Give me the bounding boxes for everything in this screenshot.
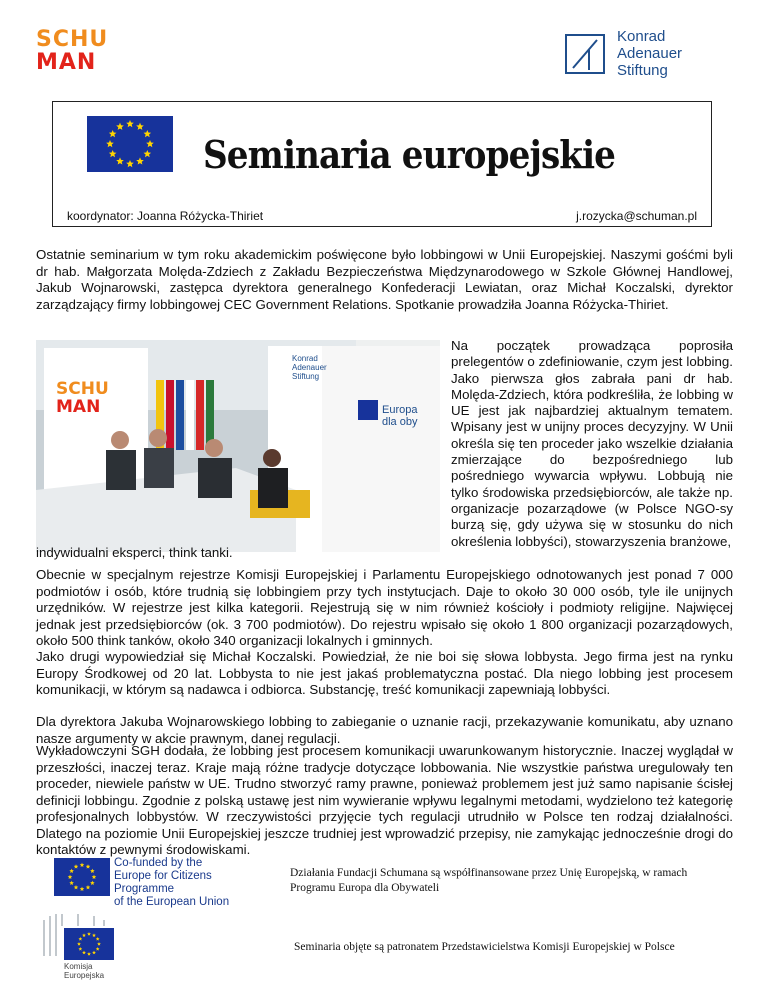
ec-text: [64, 962, 104, 980]
photo-kas-line1: Konrad: [292, 354, 318, 363]
photo-kas-line3: Stiftung: [292, 372, 320, 381]
coordinator-email: j.rozycka@schuman.pl: [576, 209, 697, 223]
kas-logo: [565, 28, 735, 80]
coordinator-label: koordynator: Joanna Różycka-Thiriet: [67, 209, 264, 223]
paragraph-register: Obecnie w specjalnym rejestrze Komisji Europejskiej i Parlamentu Europejskiego odnotowanych jest ponad 7 000 podmiotów i osób, które trudnią się lobbingiem przy tych instytucjach. Daje to około 30 000 osób, tyle ile unijnych urzędników. W rejestrze jest kilka kategorii. Rejestrują się w nim również kościoły i podmioty religijne. Najwięcej jednak jest przedsiębiorców (ok. 3 700 podmiotów). Do rejestru wpisało się około 1 800 organizacji pozarządowych, około 500 think tanków, około 340 organizacji lokalnych i gminnych.: [36, 567, 733, 648]
photo-europa-line1: Europa: [382, 404, 418, 416]
kas-line3: Stiftung: [617, 62, 668, 79]
paragraph-koczalski: Jako drugi wypowiedział się Michał Koczalski. Powiedział, że nie boi się słowa lobbysta. Jego firma jest na rynku Europy Środkowej od 20 lat. Lobbysta to nie jest jakaś problematyczna postać. Dla niego lobbing jest procesem komunikacji, w którym są nadawca i odbiorca. Substancję, treść komunikacji zapewniają lobbyści.: [36, 649, 733, 697]
kas-name: [617, 28, 682, 79]
kas-mark-icon: [565, 34, 605, 74]
patronage-note: Seminaria objęte są patronatem Przedstawicielstwa Komisji Europejskiej w Polsce: [294, 941, 675, 953]
photo-schuman-line1: SCHU: [56, 379, 109, 399]
side-paragraph: Na początek prowadząca poprosiła prelegentów o zdefiniowanie, czym jest lobbing. Jako pierwsza głos zabrała pani dr hab. Molęda-Zdziech, która podkreśliła, że lobbing w UE jest jak najbardziej aktualnym tematem. Wpisany jest w unijny proces decyzyjny. W Unii określa się ten proceder jako wszelkie działania zmierzające do bezpośredniego lub pośredniego wywarcia wpływu. Lobbują nie tylko środowiska przedsiębiorców, ale także np. organizacje pozarządowe (w Polsce NGO-sy burzą się, gdy używa się w stosunku do nich określenia lobbyści), stowarzyszenia branżowe,: [451, 338, 733, 549]
photo-europa-line2: dla oby: [382, 416, 418, 428]
ec-line1: Komisja: [64, 962, 93, 971]
eu-flag-icon: [54, 858, 110, 896]
photo-kas-line2: Adenauer: [292, 363, 327, 372]
cofund-line1: Co-funded by the: [114, 857, 203, 869]
european-commission-logo: [38, 912, 114, 984]
schuman-logo-line2: MAN: [36, 50, 97, 75]
schuman-logo-line1: SCHU: [36, 27, 109, 52]
seminar-photo: [36, 340, 440, 552]
cofund-line3: of the European Union: [114, 896, 230, 908]
funding-note-text: Działania Fundacji Schumana są współfinansowane przez Unię Europejską, w ramach Programu Europa dla Obywateli: [290, 867, 688, 894]
photo-schuman-line2: MAN: [56, 397, 101, 417]
side-paragraph-end: indywidualni eksperci, think tanki.: [36, 545, 233, 560]
seminar-header: [52, 101, 712, 227]
paragraph-wojnarowski: Dla dyrektora Jakuba Wojnarowskiego lobbing to zabieganie o uznanie racji, przekazywanie komunikatu, aby uznano nasze argumenty w akcie prawnym, danej regulacji.: [36, 714, 733, 746]
kas-line1: Konrad: [617, 28, 666, 45]
photo-schuman-banner: [56, 380, 109, 416]
ec-line2: Europejska: [64, 971, 105, 980]
eu-flag-stars-icon: [87, 110, 179, 176]
schuman-logo: [36, 27, 109, 76]
photo-kas-banner: [292, 354, 327, 381]
funding-note: [290, 866, 710, 896]
cofund-line2: Europe for Citizens Programme: [114, 870, 212, 895]
photo-europa-banner: [382, 404, 417, 428]
europe-for-citizens-logo: [54, 857, 234, 908]
ec-flag-icon: [64, 928, 114, 960]
kas-line2: Adenauer: [617, 45, 683, 62]
page-title: Seminaria europejskie: [203, 132, 616, 177]
intro-paragraph: Ostatnie seminarium w tym roku akademickim poświęcone było lobbingowi w Unii Europejskiej. Naszymi gośćmi byli dr hab. Małgorzata Molęda-Zdziech z Zakładu Bezpieczeństwa Międzynarodowego w Szkole Głównej Handlowej, Jakub Wojnarowski, zastępca dyrektora generalnego Konfederacji Lewiatan, oraz Michał Koczalski, dyrektor zarządzający firmy lobbingowej CEC Government Relations. Spotkanie prowadziła Joanna Różycka-Thiriet.: [36, 247, 733, 312]
paragraph-sgh: Wykładowczyni SGH dodała, że lobbing jest procesem komunikacji uwarunkowanym historycznie. Inaczej wyglądał w przeszłości, inaczej teraz. Kraje mają różne tradycje dotyczące lobbowania. Nie wszystkie państwa uregulowały ten proceder, niewiele państw w UE. Trudno stworzyć ramy prawne, ponieważ problemem jest już samo napisanie ścisłej definicji lobbingu. Zgodnie z polską ustawę jest nim wywieranie wpływu legalnymi metodami, wydzielono też kategorię profesjonalnych lobbystów. W rzeczywistości przyjęcie tych regulacji utrudniło w Polsce ten rodzaj działalności. Dlatego na poziomie Unii Europejskiej jeszcze trudniej jest wprowadzić przepisy, nie zamykając jednocześnie drogi do kontaktów z pewnymi środowiskami.: [36, 743, 733, 857]
cofund-text: [114, 857, 234, 909]
